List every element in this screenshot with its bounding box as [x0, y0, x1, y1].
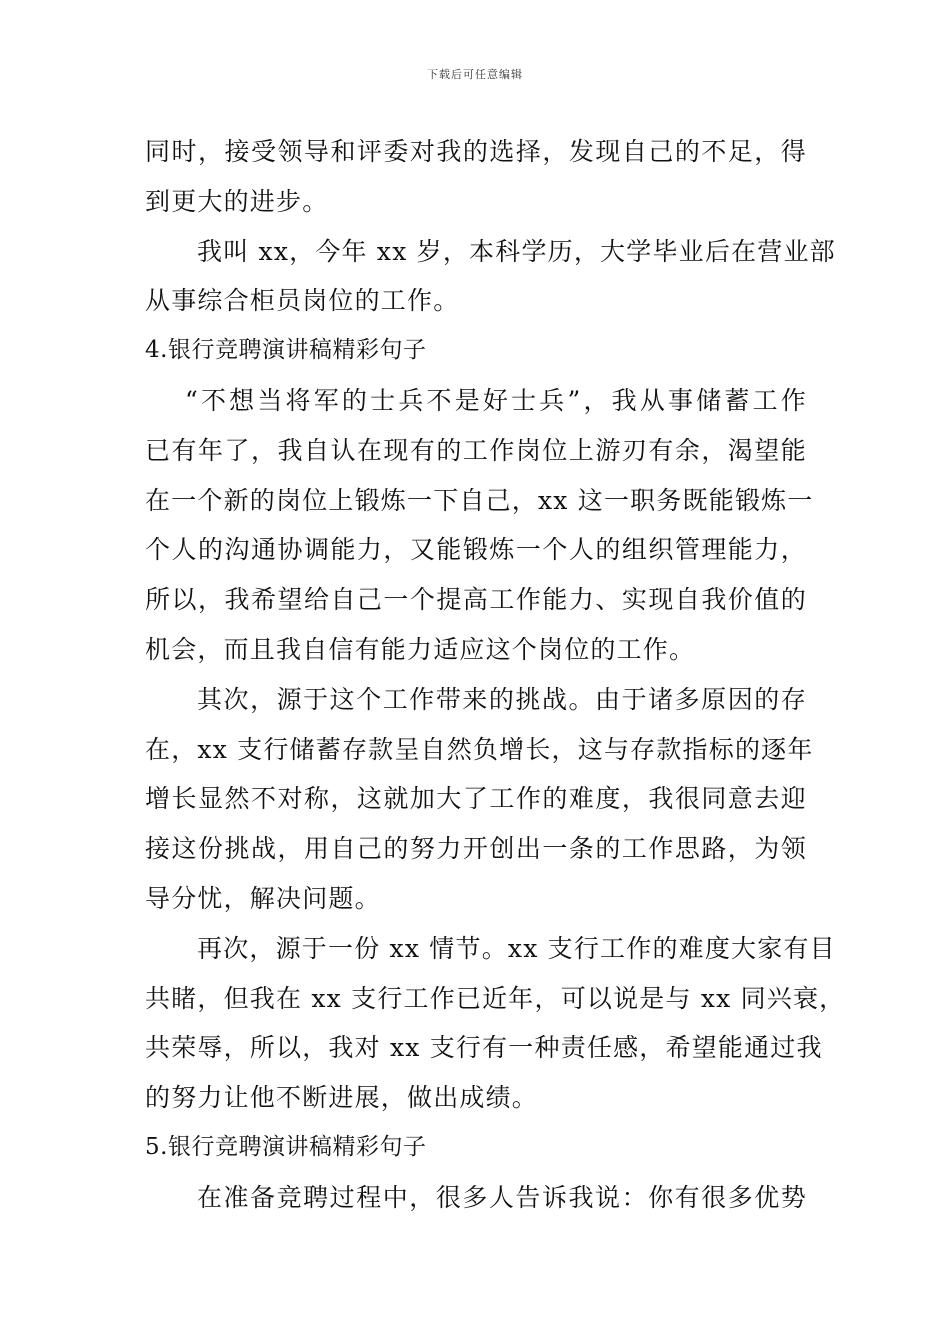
paragraph-first-line: 其次，源于这个工作带来的挑战。由于诸多原因的存	[197, 684, 807, 714]
text-line: 接这份挑战，用自己的努力开创出一条的工作思路，为领	[145, 834, 807, 864]
paragraph-first-line: 我叫 xx，今年 xx 岁，本科学历，大学毕业后在营业部	[197, 236, 836, 266]
paragraph-first-line: 在准备竞聘过程中，很多人告诉我说：你有很多优势	[197, 1182, 807, 1212]
document-body	[145, 127, 846, 1223]
text-line: 机会，而且我自信有能力适应这个岗位的工作。	[145, 634, 696, 664]
text-line: 已有年了，我自认在现有的工作岗位上游刃有余，渴望能	[145, 435, 807, 465]
text-line: 的努力让他不断进展，做出成绩。	[145, 1083, 539, 1113]
page-header: 下载后可任意编辑	[427, 68, 523, 81]
text-line: 增长显然不对称，这就加大了工作的难度，我很同意去迎	[145, 784, 807, 814]
text-line: 个人的沟通协调能力，又能锻炼一个人的组织管理能力，	[145, 535, 807, 565]
text-line: 在一个新的岗位上锻炼一下自己，xx 这一职务既能锻炼一	[145, 485, 814, 515]
text-line: 到更大的进步。	[145, 186, 329, 216]
paragraph-first-line: “不想当将军的士兵不是好士兵”，我从事储蓄工作	[185, 385, 807, 415]
section-heading: 4.银行竞聘演讲稿精彩句子	[145, 337, 427, 364]
text-line: 共荣辱，所以，我对 xx 支行有一种责任感，希望能通过我	[145, 1033, 823, 1063]
text-line: 共睹，但我在 xx 支行工作已近年，可以说是与 xx 同兴衰，	[145, 983, 846, 1013]
text-line: 从事综合柜员岗位的工作。	[145, 286, 460, 316]
paragraph-first-line: 再次，源于一份 xx 情节。xx 支行工作的难度大家有目	[197, 933, 836, 963]
text-line: 所以，我希望给自己一个提高工作能力、实现自我价值的	[145, 585, 807, 615]
text-line: 同时，接受领导和评委对我的选择，发现自己的不足，得	[145, 137, 807, 166]
text-line: 在，xx 支行储蓄存款呈自然负增长，这与存款指标的逐年	[145, 734, 814, 764]
text-line: 导分忧，解决问题。	[145, 883, 381, 913]
section-heading: 5.银行竞聘演讲稿精彩句子	[145, 1133, 427, 1160]
